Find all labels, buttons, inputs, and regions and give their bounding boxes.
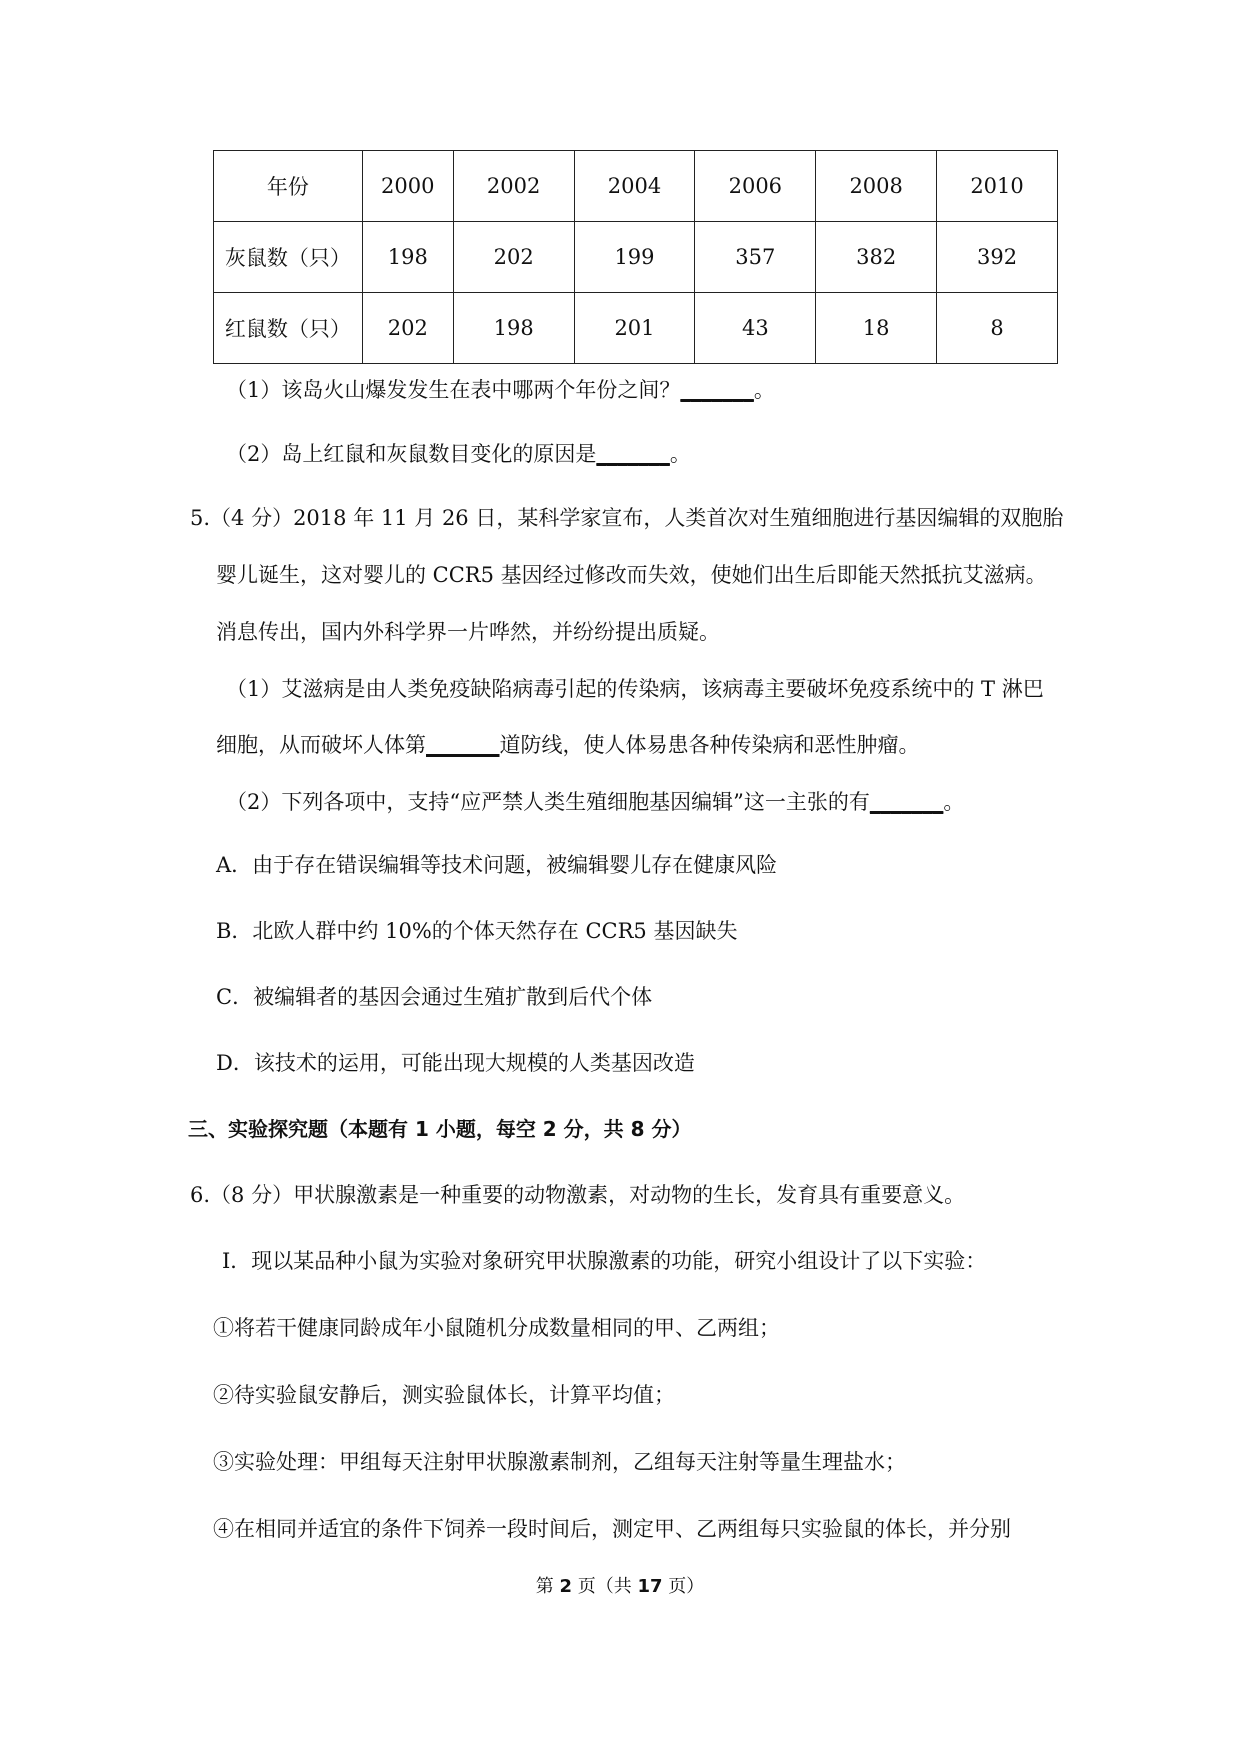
- table-cell: 2008: [816, 151, 937, 222]
- table-cell: 382: [816, 222, 937, 293]
- footer-suffix: 页）: [662, 1576, 705, 1597]
- q5-sub2: [226, 788, 964, 816]
- table-cell: 199: [574, 222, 695, 293]
- answer-blank[interactable]: _______: [596, 441, 670, 466]
- page-footer: [0, 1572, 1240, 1598]
- q6-step-4: ④在相同并适宜的条件下饲养一段时间后，测定甲、乙两组每只实验鼠的体长，并分别: [213, 1517, 1011, 1541]
- table-cell: 201: [574, 293, 695, 364]
- table-cell: 红鼠数（只）: [214, 293, 363, 364]
- q6-part1: Ⅰ．现以某品种小鼠为实验对象研究甲状腺激素的功能，研究小组设计了以下实验：: [222, 1249, 987, 1273]
- table-cell: 2010: [937, 151, 1058, 222]
- population-table: [213, 150, 1058, 364]
- q4-sub2-text: （2）岛上红鼠和灰鼠数目变化的原因是: [226, 442, 597, 466]
- table-header-row: [214, 151, 1058, 222]
- answer-blank[interactable]: _______: [426, 732, 500, 757]
- q5-sub1-line1: （1）艾滋病是由人类免疫缺陷病毒引起的传染病，该病毒主要破坏免疫系统中的 T 淋巴: [226, 677, 1044, 701]
- q5-stem-line3: 消息传出，国内外科学界一片哗然，并纷纷提出质疑。: [216, 620, 720, 644]
- q5-stem-line2: 婴儿诞生，这对婴儿的 CCR5 基因经过修改而失效，使她们出生后即能天然抵抗艾滋病。: [216, 563, 1047, 587]
- q4-sub1-text: （1）该岛火山爆发发生在表中哪两个年份之间？: [226, 378, 681, 402]
- table-cell: 灰鼠数（只）: [214, 222, 363, 293]
- answer-blank[interactable]: _______: [680, 377, 754, 402]
- table-cell: 357: [695, 222, 816, 293]
- q5-stem-line1: 5.（4 分）2018 年 11 月 26 日，某科学家宣布，人类首次对生殖细胞进行基因编辑的双胞胎: [190, 506, 1064, 530]
- q6-step-3: ③实验处理：甲组每天注射甲状腺激素制剂，乙组每天注射等量生理盐水；: [213, 1450, 906, 1474]
- q6-step-2: ②待实验鼠安静后，测实验鼠体长，计算平均值；: [213, 1383, 675, 1407]
- table-cell: 18: [816, 293, 937, 364]
- section-heading: 三、实验探究题（本题有 1 小题，每空 2 分，共 8 分）: [188, 1117, 692, 1141]
- table-cell: 198: [362, 222, 453, 293]
- table-cell: 8: [937, 293, 1058, 364]
- q4-sub2: [226, 440, 691, 468]
- q6-step-1: ①将若干健康同龄成年小鼠随机分成数量相同的甲、乙两组；: [213, 1316, 780, 1340]
- table-row: [214, 222, 1058, 293]
- option-c: C．被编辑者的基因会通过生殖扩散到后代个体: [216, 985, 653, 1009]
- table-cell: 43: [695, 293, 816, 364]
- q4-sub1-end: 。: [753, 378, 775, 402]
- footer-middle: 页（共: [572, 1576, 638, 1597]
- q4-sub2-end: 。: [669, 442, 691, 466]
- q5-sub2-text: （2）下列各项中，支持“应严禁人类生殖细胞基因编辑”这一主张的有: [226, 790, 870, 814]
- q5-sub2-end: 。: [943, 790, 965, 814]
- q6-stem: 6.（8 分）甲状腺激素是一种重要的动物激素，对动物的生长，发育具有重要意义。: [190, 1183, 966, 1207]
- q5-sub1-text-end: 道防线，使人体易患各种传染病和恶性肿瘤。: [499, 733, 920, 757]
- table-cell: 年份: [214, 151, 363, 222]
- q4-sub1: [226, 376, 775, 404]
- footer-prefix: 第: [535, 1576, 560, 1597]
- table-cell: 202: [362, 293, 453, 364]
- table-cell: 2004: [574, 151, 695, 222]
- table-cell: 198: [453, 293, 574, 364]
- q5-sub1-line2: [216, 731, 920, 759]
- q5-sub1-text: 细胞，从而破坏人体第: [216, 733, 426, 757]
- table-cell: 2000: [362, 151, 453, 222]
- table-cell: 2002: [453, 151, 574, 222]
- table-cell: 2006: [695, 151, 816, 222]
- page-number: 2: [559, 1576, 572, 1597]
- answer-blank[interactable]: _______: [869, 789, 944, 814]
- table-cell: 202: [453, 222, 574, 293]
- option-d: D．该技术的运用，可能出现大规模的人类基因改造: [216, 1051, 695, 1075]
- page-total: 17: [637, 1576, 663, 1597]
- option-b: B．北欧人群中约 10%的个体天然存在 CCR5 基因缺失: [216, 919, 738, 943]
- option-a: A．由于存在错误编辑等技术问题，被编辑婴儿存在健康风险: [216, 853, 778, 877]
- table-cell: 392: [937, 222, 1058, 293]
- table-row: [214, 293, 1058, 364]
